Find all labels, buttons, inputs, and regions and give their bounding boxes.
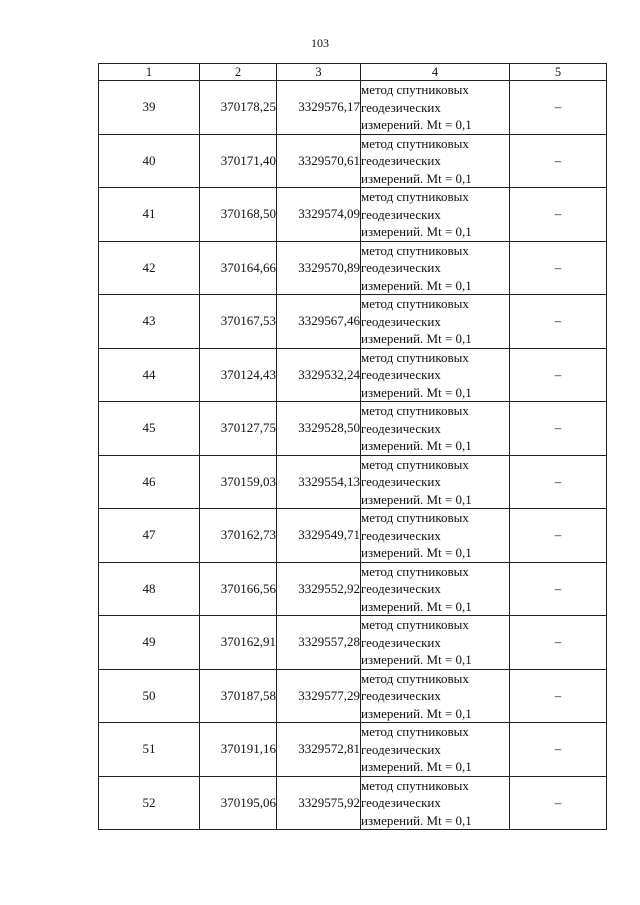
x-coordinate: 370171,40	[200, 134, 277, 188]
point-number: 47	[99, 509, 200, 563]
measurement-method	[361, 134, 510, 188]
x-coordinate: 370191,16	[200, 723, 277, 777]
method-line-2: геодезических	[361, 420, 441, 436]
table-row	[99, 509, 607, 563]
table-row	[99, 669, 607, 723]
point-number: 45	[99, 402, 200, 456]
description-cell: –	[510, 562, 607, 616]
measurement-method	[361, 509, 510, 563]
column-header-2: 2	[200, 64, 277, 81]
method-line-3: измерений. Mt = 0,1	[361, 491, 472, 507]
x-coordinate: 370127,75	[200, 402, 277, 456]
method-line-2: геодезических	[361, 634, 441, 650]
method-line-1: метод спутниковых	[361, 135, 469, 151]
method-line-1: метод спутниковых	[361, 296, 469, 311]
table-row	[99, 241, 607, 295]
point-number: 43	[99, 295, 200, 349]
header-row	[99, 64, 607, 81]
method-line-1: метод спутниковых	[361, 563, 469, 579]
measurement-method	[361, 616, 510, 670]
point-number: 52	[99, 776, 200, 830]
measurement-method	[361, 455, 510, 509]
table-row	[99, 188, 607, 242]
point-number: 51	[99, 723, 200, 777]
measurement-method	[361, 723, 510, 777]
method-line-1: метод спутниковых	[361, 456, 469, 472]
point-number: 42	[99, 241, 200, 295]
x-coordinate: 370159,03	[200, 455, 277, 509]
point-number: 48	[99, 562, 200, 616]
y-coordinate: 3329570,61	[277, 134, 361, 188]
method-line-3: измерений. Mt = 0,1	[361, 812, 472, 828]
x-coordinate: 370162,91	[200, 616, 277, 670]
description-cell: –	[510, 402, 607, 456]
method-line-3: измерений. Mt = 0,1	[361, 759, 472, 774]
description-cell: –	[510, 134, 607, 188]
method-line-2: геодезических	[361, 581, 441, 596]
y-coordinate: 3329549,71	[277, 509, 361, 563]
method-line-1: метод спутниковых	[361, 777, 469, 793]
x-coordinate: 370168,50	[200, 188, 277, 242]
y-coordinate: 3329554,13	[277, 455, 361, 509]
measurement-method	[361, 188, 510, 242]
method-line-1: метод спутниковых	[361, 242, 469, 258]
table-row	[99, 562, 607, 616]
method-line-3: измерений. Mt = 0,1	[361, 652, 472, 667]
point-number: 44	[99, 348, 200, 402]
method-line-2: геодезических	[361, 688, 441, 703]
y-coordinate: 3329576,17	[277, 81, 361, 135]
table-row	[99, 134, 607, 188]
measurement-method	[361, 81, 510, 135]
method-line-3: измерений. Mt = 0,1	[361, 545, 472, 560]
y-coordinate: 3329570,89	[277, 241, 361, 295]
method-line-2: геодезических	[361, 367, 441, 382]
table-row	[99, 348, 607, 402]
measurement-method	[361, 776, 510, 830]
description-cell: –	[510, 509, 607, 563]
x-coordinate: 370162,73	[200, 509, 277, 563]
x-coordinate: 370164,66	[200, 241, 277, 295]
measurement-method	[361, 295, 510, 349]
method-line-3: измерений. Mt = 0,1	[361, 384, 472, 400]
y-coordinate: 3329567,46	[277, 295, 361, 349]
description-cell: –	[510, 348, 607, 402]
y-coordinate: 3329532,24	[277, 348, 361, 402]
point-number: 39	[99, 81, 200, 135]
table-row	[99, 616, 607, 670]
method-line-1: метод спутниковых	[361, 349, 469, 365]
method-line-1: метод спутниковых	[361, 82, 469, 97]
point-number: 46	[99, 455, 200, 509]
measurement-method	[361, 562, 510, 616]
method-line-2: геодезических	[361, 474, 441, 489]
point-number: 49	[99, 616, 200, 670]
description-cell: –	[510, 241, 607, 295]
method-line-2: геодезических	[361, 153, 441, 168]
method-line-1: метод спутниковых	[361, 617, 469, 632]
table-row	[99, 723, 607, 777]
method-line-2: геодезических	[361, 741, 441, 757]
y-coordinate: 3329572,81	[277, 723, 361, 777]
description-cell: –	[510, 455, 607, 509]
column-header-4: 4	[361, 64, 510, 81]
y-coordinate: 3329575,92	[277, 776, 361, 830]
table-body	[99, 81, 607, 830]
measurement-method	[361, 402, 510, 456]
method-line-1: метод спутниковых	[361, 510, 469, 525]
y-coordinate: 3329552,92	[277, 562, 361, 616]
method-line-2: геодезических	[361, 795, 441, 810]
method-line-1: метод спутниковых	[361, 189, 469, 204]
description-cell: –	[510, 295, 607, 349]
method-line-3: измерений. Mt = 0,1	[361, 224, 472, 239]
description-cell: –	[510, 616, 607, 670]
method-line-3: измерений. Mt = 0,1	[361, 705, 472, 721]
y-coordinate: 3329574,09	[277, 188, 361, 242]
description-cell: –	[510, 81, 607, 135]
x-coordinate: 370195,06	[200, 776, 277, 830]
description-cell: –	[510, 188, 607, 242]
method-line-2: геодезических	[361, 313, 441, 329]
y-coordinate: 3329577,29	[277, 669, 361, 723]
method-line-1: метод спутниковых	[361, 670, 469, 686]
method-line-3: измерений. Mt = 0,1	[361, 277, 472, 293]
page-number: 103	[311, 36, 329, 50]
measurement-method	[361, 241, 510, 295]
method-line-3: измерений. Mt = 0,1	[361, 331, 472, 346]
column-header-5: 5	[510, 64, 607, 81]
method-line-3: измерений. Mt = 0,1	[361, 598, 472, 614]
method-line-2: геодезических	[361, 527, 441, 543]
x-coordinate: 370167,53	[200, 295, 277, 349]
measurement-method	[361, 348, 510, 402]
table-row	[99, 402, 607, 456]
description-cell: –	[510, 669, 607, 723]
point-number: 41	[99, 188, 200, 242]
table-row	[99, 295, 607, 349]
x-coordinate: 370178,25	[200, 81, 277, 135]
column-header-1: 1	[99, 64, 200, 81]
measurement-method	[361, 669, 510, 723]
method-line-3: измерений. Mt = 0,1	[361, 117, 472, 132]
point-number: 40	[99, 134, 200, 188]
x-coordinate: 370124,43	[200, 348, 277, 402]
table-row	[99, 776, 607, 830]
method-line-3: измерений. Mt = 0,1	[361, 170, 472, 186]
method-line-2: геодезических	[361, 99, 441, 115]
point-number: 50	[99, 669, 200, 723]
method-line-2: геодезических	[361, 260, 441, 275]
method-line-1: метод спутниковых	[361, 403, 469, 418]
method-line-2: геодезических	[361, 206, 441, 222]
x-coordinate: 370166,56	[200, 562, 277, 616]
y-coordinate: 3329528,50	[277, 402, 361, 456]
table-row	[99, 455, 607, 509]
x-coordinate: 370187,58	[200, 669, 277, 723]
table-row	[99, 81, 607, 135]
description-cell: –	[510, 776, 607, 830]
method-line-1: метод спутниковых	[361, 724, 469, 739]
method-line-3: измерений. Mt = 0,1	[361, 438, 472, 453]
y-coordinate: 3329557,28	[277, 616, 361, 670]
column-header-3: 3	[277, 64, 361, 81]
coordinates-table	[98, 63, 607, 830]
description-cell: –	[510, 723, 607, 777]
